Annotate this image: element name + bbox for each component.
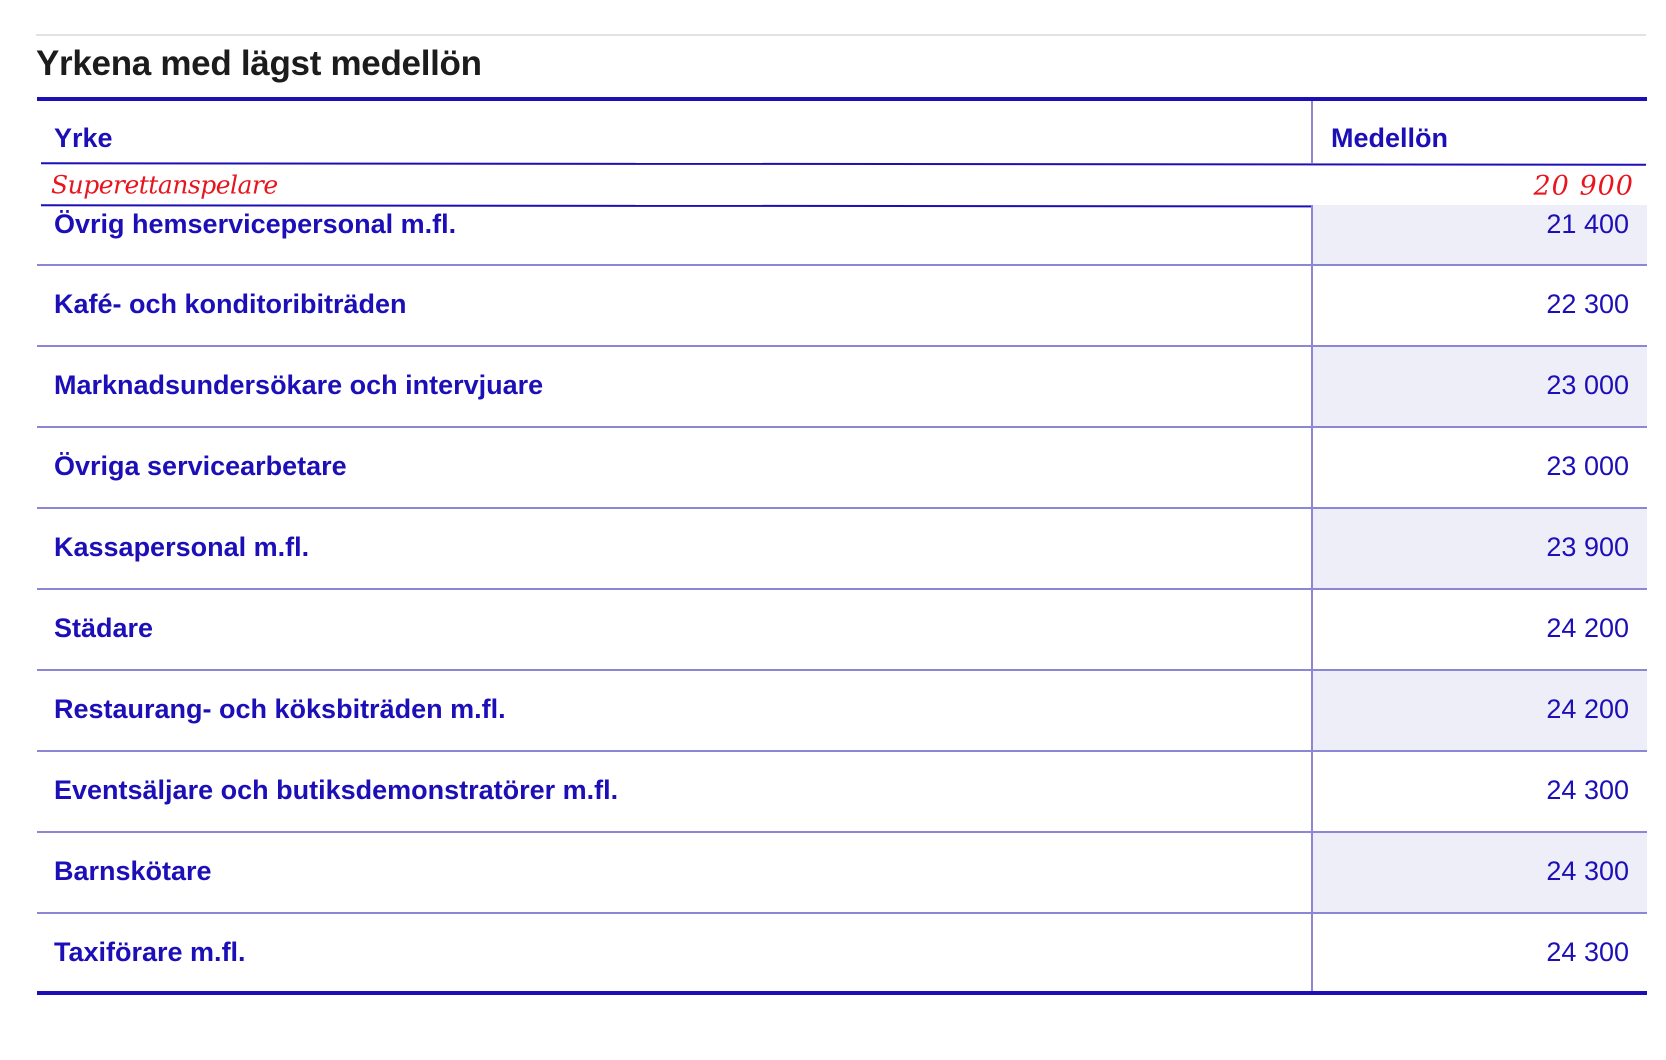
salary-cell xyxy=(1311,590,1647,669)
inserted-salary: 20 900 xyxy=(1533,170,1635,202)
header-salary: Medellön xyxy=(1331,123,1449,153)
salary-value: 24 300 xyxy=(1546,775,1629,805)
occupation-cell: Marknadsundersökare och intervjuare xyxy=(54,370,544,400)
salary-value: 24 200 xyxy=(1546,613,1629,643)
salary-value: 23 000 xyxy=(1546,370,1629,400)
table-header xyxy=(37,101,1647,163)
table-body xyxy=(37,205,1647,995)
table-row xyxy=(37,347,1647,428)
table-row xyxy=(37,671,1647,752)
handwritten-inserted-row xyxy=(41,162,1646,207)
salary-value: 24 300 xyxy=(1546,856,1629,886)
salary-value: 21 400 xyxy=(1546,209,1629,239)
occupation-cell: Kassapersonal m.fl. xyxy=(54,532,310,562)
table-row xyxy=(37,428,1647,509)
salary-cell xyxy=(1311,671,1647,750)
occupation-cell: Städare xyxy=(54,613,154,643)
salary-cell xyxy=(1311,428,1647,507)
salary-value: 23 900 xyxy=(1546,532,1629,562)
table-row xyxy=(37,914,1647,995)
occupation-cell: Övrig hemservicepersonal m.fl. xyxy=(54,209,457,239)
table-row xyxy=(37,509,1647,590)
inserted-occupation: Superettanspelare xyxy=(50,170,278,200)
salary-value: 23 000 xyxy=(1546,451,1629,481)
occupation-cell: Kafé- och konditoribiträden xyxy=(54,289,407,319)
occupation-cell: Övriga servicearbetare xyxy=(54,451,347,481)
header-occupation: Yrke xyxy=(54,123,113,153)
salary-value: 24 200 xyxy=(1546,694,1629,724)
salary-value: 24 300 xyxy=(1546,937,1629,967)
salary-cell xyxy=(1311,509,1647,588)
salary-cell xyxy=(1311,266,1647,345)
top-divider xyxy=(36,34,1646,36)
salary-cell xyxy=(1311,347,1647,426)
salary-cell xyxy=(1311,752,1647,831)
salary-cell xyxy=(1311,914,1647,991)
salary-cell xyxy=(1311,205,1647,264)
table-row xyxy=(37,590,1647,671)
salary-cell xyxy=(1311,833,1647,912)
table-row xyxy=(37,266,1647,347)
salary-value: 22 300 xyxy=(1546,289,1629,319)
occupation-cell: Taxiförare m.fl. xyxy=(54,937,246,967)
occupation-cell: Restaurang- och köksbiträden m.fl. xyxy=(54,694,506,724)
table-row xyxy=(37,205,1647,266)
occupation-cell: Eventsäljare och butiksdemonstratörer m.fl. xyxy=(54,775,619,805)
occupation-cell: Barnskötare xyxy=(54,856,212,886)
table-row xyxy=(37,833,1647,914)
header-column-divider xyxy=(1311,101,1313,163)
table-row xyxy=(37,752,1647,833)
page-title: Yrkena med lägst medellön xyxy=(36,44,482,83)
